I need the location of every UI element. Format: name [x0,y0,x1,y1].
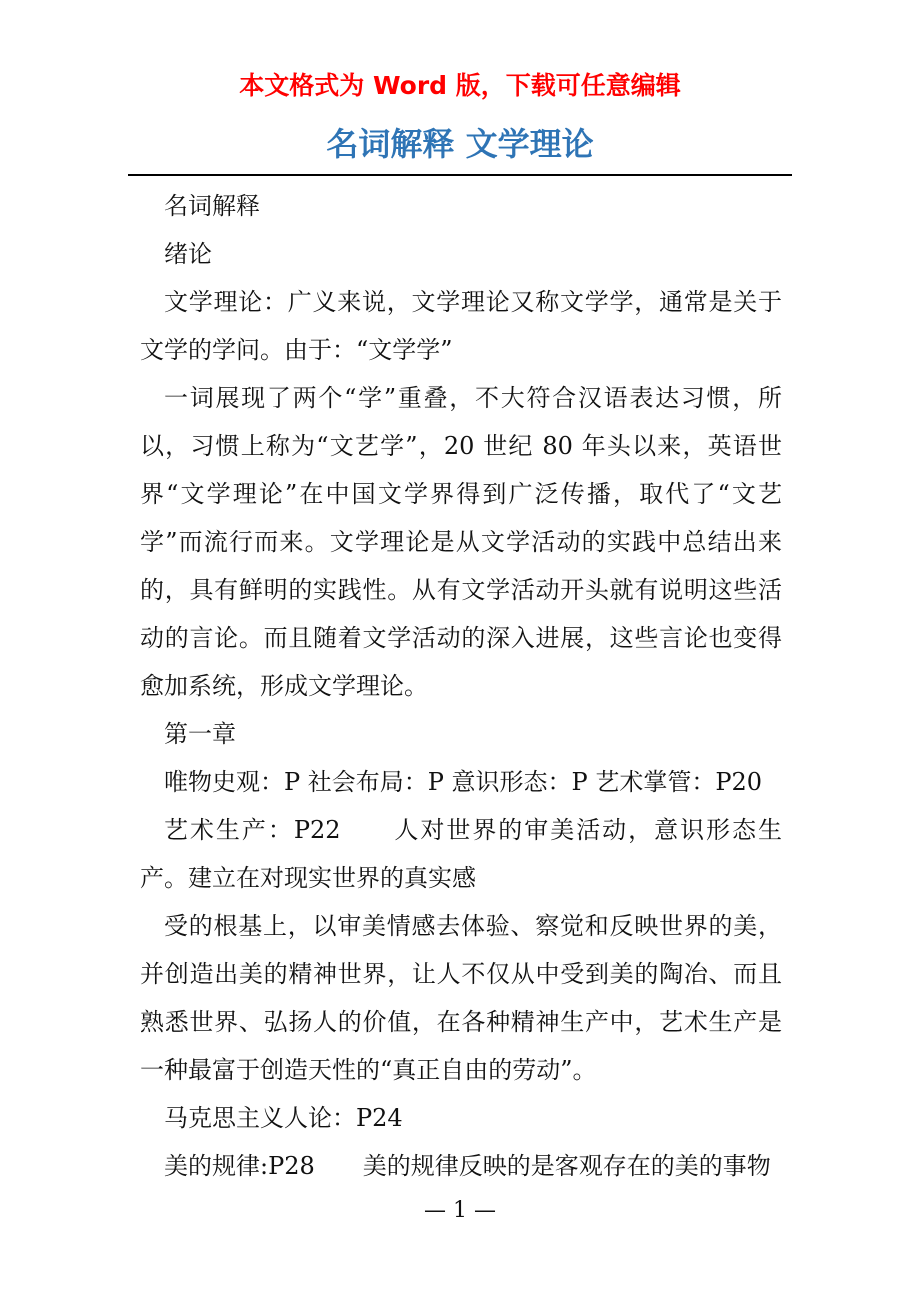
paragraph-literary-theory: 文学理论：广义来说，文学理论又称文学学，通常是关于文学的学问。由于：“文学学” [140,288,782,364]
document-title: 名词解释 文学理论 [326,125,594,163]
paragraph-heading-chapter-one: 第一章 [164,720,236,748]
paragraph-marxist-theory: 马克思主义人论：P24 [164,1104,403,1132]
title-divider [128,174,792,176]
paragraph-literary-theory-cont: 一词展现了两个“学”重叠，不大符合汉语表达习惯，所以，习惯上称为“文艺学”，20 世纪 80 年头以来，英语世界“文学理论”在中国文学界得到广泛传播，取代了“文艺学”而流行而来。文学理论是从文学活动的实践中总结出来的，具有鲜明的实践性。从有文学活动开头就有说明这些活动的言论。而且随着文学活动的深入进展，这些言论也变得愈加系统，形成文学理论。 [140,384,782,700]
page-number: — 1 — [424,1198,496,1223]
download-banner: 本文格式为 Word 版，下载可任意编辑 [239,71,681,100]
paragraph-terms-list: 唯物史观：P 社会布局：P 意识形态：P 艺术掌管：P20 [164,768,763,796]
paragraph-art-production-cont: 受的根基上，以审美情感去体验、察觉和反映世界的美，并创造出美的精神世界，让人不仅从中受到美的陶冶、而且熟悉世界、弘扬人的价值，在各种精神生产中，艺术生产是一种最富于创造天性的“真正自由的劳动”。 [140,912,782,1084]
paragraph-art-production: 艺术生产：P22 人对世界的审美活动，意识形态生产。建立在对现实世界的真实感 [140,816,782,892]
paragraph-laws-of-beauty: 美的规律:P28 美的规律反映的是客观存在的美的事物 [164,1152,771,1180]
paragraph-heading-intro: 绪论 [164,240,212,268]
paragraph-heading-glossary: 名词解释 [164,192,260,220]
document-body [140,182,782,1190]
